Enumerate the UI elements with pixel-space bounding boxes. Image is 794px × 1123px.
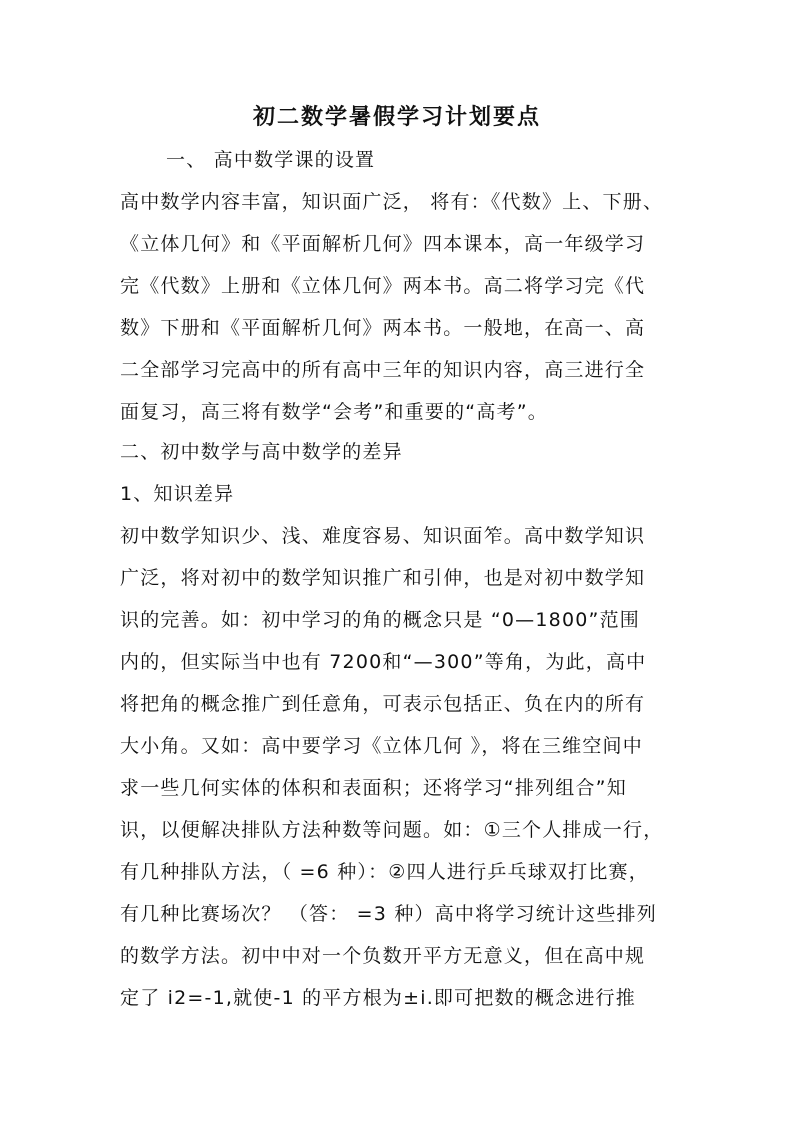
subsection1-heading: 1、知识差异	[120, 483, 235, 505]
paragraph2-line: 内的，但实际当中也有 7200和“—300”等角，为此，高中	[120, 651, 647, 673]
paragraph2-line: 初中数学知识少、浅、难度容易、知识面笮。高中数学知识	[120, 525, 646, 547]
paragraph2-line: 定了 i2=-1,就使-1 的平方根为±i.即可把数的概念进行推	[120, 987, 636, 1009]
paragraph1-line: 面复习，高三将有数学“会考”和重要的“高考”。	[120, 401, 548, 423]
paragraph2-line: 求一些几何实体的体积和表面积；还将学习“排列组合”知	[120, 777, 627, 799]
paragraph1-line: 二全部学习完高中的所有高中三年的知识内容，高三进行全	[120, 359, 646, 381]
paragraph2-line: 识的完善。如：初中学习的角的概念只是 “0—1800”范围	[120, 609, 640, 631]
paragraph1-line: 高中数学内容丰富，知识面广泛， 将有：《代数》上、下册、	[120, 191, 664, 213]
document-title: 初二数学暑假学习计划要点	[252, 105, 541, 130]
paragraph2-line: 识，以便解决排队方法种数等问题。如：①三个人排成一行，	[120, 819, 664, 841]
paragraph2-line: 广泛，将对初中的数学知识推广和引伸，也是对初中数学知	[120, 567, 646, 589]
paragraph2-line: 的数学方法。初中中对一个负数开平方无意义，但在高中规	[120, 945, 646, 967]
paragraph2-line: 有几种比赛场次？ （答： =3 种）高中将学习统计这些排列	[120, 903, 657, 925]
paragraph2-line: 将把角的概念推广到任意角，可表示包括正、负在内的所有	[120, 693, 646, 715]
paragraph1-line: 数》下册和《平面解析几何》两本书。一般地，在高一、高	[120, 317, 646, 339]
paragraph1-line: 《立体几何》和《平面解析几何》四本课本，高一年级学习	[120, 233, 646, 255]
paragraph1-line: 完《代数》上册和《立体几何》两本书。高二将学习完《代	[120, 275, 646, 297]
section1-heading: 一、 高中数学课的设置	[166, 149, 376, 171]
section2-heading: 二、初中数学与高中数学的差异	[120, 441, 403, 463]
paragraph2-line: 有几种排队方法，（ =6 种）：②四人进行乒乓球双打比赛，	[120, 861, 649, 883]
paragraph2-line: 大小角。又如：高中要学习《立体几何 》，将在三维空间中	[120, 735, 643, 757]
